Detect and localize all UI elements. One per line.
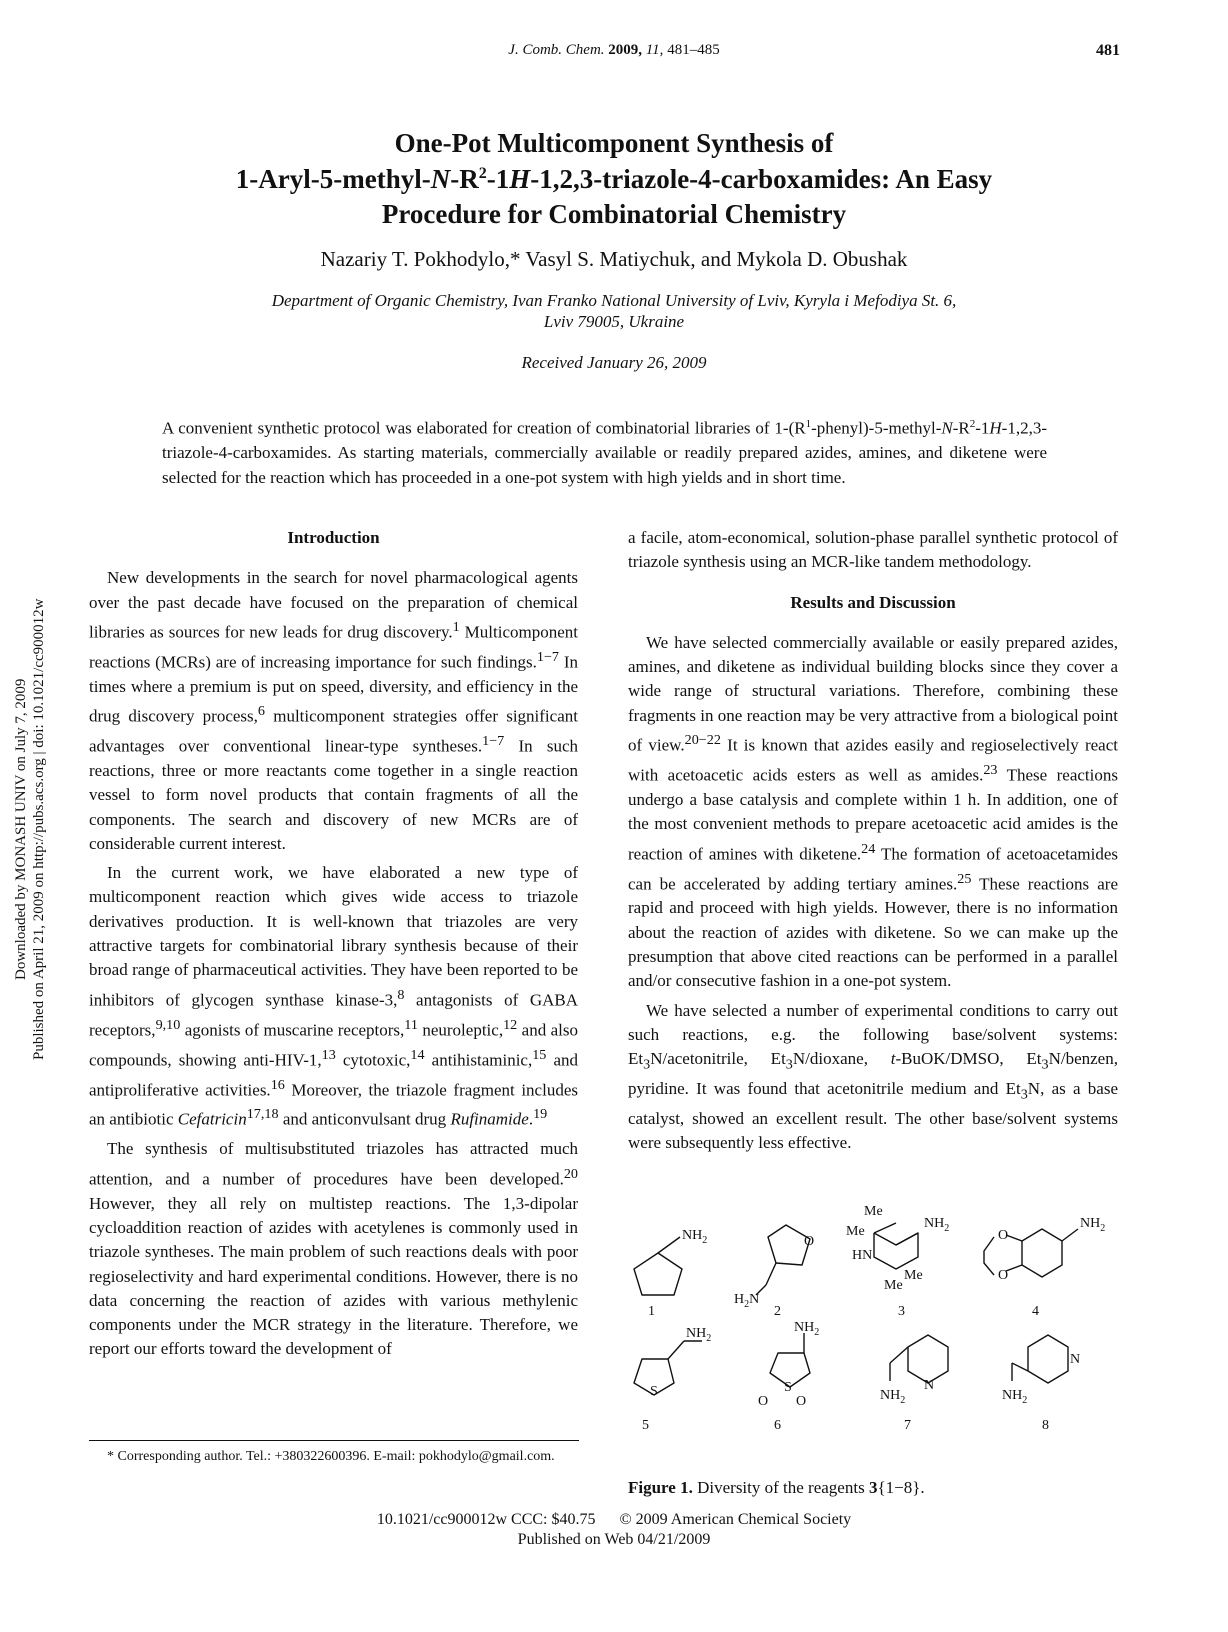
- results-paragraph-1: We have selected commercially available or easily prepared azides, amines, and diketene as individual building blocks since they cover a wide range of structural variations. Therefore, combining these fragments in one reaction may be very attractive from a biological point of view.$^{20-22}$ It is known that azides easily and regioselectively react with acetoacetic acids esters as well as amides.$^{23}$ These reactions undergo a base catalysis and complete within 1 h. In addition, one of the most convenient methods to prepare acetoacetic acid amides is the reaction of amines with diketene.$^{24}$ The formation of acetoacetamides can be accelerated by adding tertiary amines.$^{25}$ These reactions are rapid and proceed with high yields. However, there is no information about the reaction of azides with diketene. So we can make up the presumption that above cited reactions can be performed in a parallel and/or consecutive fashion in a one-pot system.: [628, 632, 1118, 991]
- paper-title: [130, 126, 1098, 233]
- label-2: 2: [774, 1304, 781, 1319]
- svg-text:Me: Me: [846, 1224, 865, 1239]
- svg-text:NH2: $NH_2$: [924, 1216, 950, 1234]
- svg-text:NH2: $NH_2$: [1002, 1388, 1028, 1406]
- intro-paragraph-1: New developments in the search for novel pharmacological agents over the past decade have focused on the preparation of chemical libraries as sources for new leads for drug discovery.$^1$ Multicomponent reactions (MCRs) are of increasing importance for such findings.$^{1-7}$ In times where a premium is put on speed, diversity, and efficiency in the drug discovery process,$^6$ multicomponent strategies offer significant advantages over conventional linear-type syntheses.$^{1-7}$ In such reactions, three or more reactants come together in a single reaction vessel to form novel products that contain fragments of all the components. The search and discovery of new MCRs are of considerable current interest.: [89, 568, 579, 853]
- figure-1-structures: [628, 1204, 1118, 1473]
- right-column: [628, 526, 1118, 1155]
- left-column: [89, 526, 578, 1362]
- download-note-line1: Downloaded by MONASH UNIV on July 7, 2009: [13, 678, 29, 980]
- svg-text:Me: Me: [904, 1268, 923, 1283]
- title-line-1: One-Pot Multicomponent Synthesis of: [394, 128, 834, 158]
- svg-text:NH2: $NH_2$: [794, 1320, 820, 1338]
- title-line-3: Procedure for Combinatorial Chemistry: [381, 199, 847, 230]
- label-1: 1: [648, 1304, 655, 1319]
- molecule-2-thf-methylamine: [734, 1225, 814, 1319]
- molecule-1-cyclopentylamine: [634, 1228, 707, 1319]
- section-heading-introduction: Introduction: [287, 528, 380, 547]
- download-watermark: [6, 20, 47, 1060]
- footer-published: Published on Web 04/21/2009: [517, 1531, 711, 1548]
- intro-paragraph-2: In the current work, we have elaborated a new type of multicomponent reaction which gives wide access to triazole derivatives production. It is well-known that triazoles are very attractive targets for combinatorial library synthesis because of their broad range of pharmaceutical activities. They have been reported to be inhibitors of glycogen synthase kinase-3,$^8$ antagonists of GABA receptors,$^{9,10}$ agonists of muscarine receptors,$^{11}$ neuroleptic,$^{12}$ and also compounds, showing anti-HIV-1,13 cytotoxic,$^{14}$ antihistaminic,$^{15}$ and antiproliferative activities.$^{16}$ Moreover, the triazole fragment includes an antibiotic Cefatricin$^{17,18}$ and anticonvulsant drug Rufinamide.$^{19}$: [89, 863, 579, 1130]
- footer-doi-copyright: [0, 1511, 1228, 1529]
- footer-doi: 10.1021/cc900012w CCC: $40.75: [376, 1511, 596, 1528]
- affiliation: Department of Organic Chemistry, Ivan Franko National University of Lviv, Kyryla i Mefodiya St. 6, Lviv 79005, Ukraine: [271, 291, 957, 332]
- footer-copyright: © 2009 American Chemical Society: [619, 1511, 852, 1528]
- label-4: 4: [1032, 1304, 1039, 1319]
- abstract: A convenient synthetic protocol was elaborated for creation of combinatorial libraries of $1-(R^1-phenyl)-5-methyl-N-R^2-1H-1,2,3-triazole-4$-carboxamides. As starting materials, commercially available or readily prepared azides, amines, and diketene were selected for the reaction which has proceeded in a one-pot system with high yields and in short time.: [162, 418, 1047, 487]
- label-3: 3: [898, 1304, 905, 1319]
- journal-volume: 11,: [645, 42, 664, 58]
- svg-text:Me: Me: [884, 1278, 903, 1293]
- results-paragraph-2: We have selected a number of experimental conditions to carry out such reactions, e.g. the following base/solvent systems: $Et_3N$/acetonitrile, $Et_3N$/dioxane, t-BuOK/DMSO, $Et_3N$/benzen, pyridine. It was found that acetonitrile medium and $Et_3N$, as a base catalyst, showed an excellent result. The other base/solvent systems were subsequently less effective.: [628, 1000, 1118, 1152]
- journal-year: 2009,: [608, 42, 643, 58]
- intro-paragraph-3: The synthesis of multisubstituted triazoles has attracted much attention, and a number of procedures have been developed.$^{20}$ However, they all rely on multistep reactions. The 1,3-dipolar cycloaddition reaction of azides with acetylenes is commonly used in triazole syntheses. The main problem of such reactions deals with poor regioselectivity and hard experimental conditions. However, there is no data concerning the reaction of azides with various methylenic components under the MCR strategy in the literature. Therefore, we report our efforts toward the development of: [89, 1139, 578, 1359]
- molecule-5-thienylethylamine: [634, 1326, 711, 1433]
- molecule-8-pyridin-3-ylmethanamine: [1002, 1335, 1080, 1433]
- svg-text:H2N: $H_2N$: [734, 1292, 760, 1310]
- figure-1-caption: Figure 1. Diversity of the reagents 3{1−8}.: [628, 1478, 925, 1497]
- journal-pages: 481–485: [667, 42, 720, 58]
- journal-citation: [0, 42, 1228, 59]
- page-number: 481: [1096, 42, 1120, 59]
- svg-text:HN: HN: [852, 1248, 873, 1263]
- svg-text:Me: Me: [864, 1204, 883, 1219]
- svg-text:O: O: [998, 1228, 1009, 1243]
- corresponding-author-footnote: * Corresponding author. Tel.: +380322600396. E-mail: pokhodylo@gmail.com.: [107, 1449, 555, 1464]
- svg-text:O: O: [998, 1268, 1009, 1283]
- molecule-6-aminosulfolane: [758, 1320, 819, 1433]
- svg-text:O: O: [804, 1234, 815, 1249]
- molecule-4-benzodioxanamine: [984, 1216, 1105, 1319]
- section-heading-results: Results and Discussion: [790, 592, 956, 612]
- svg-text:S: S: [650, 1384, 658, 1399]
- svg-text:NH2: $NH_2$: [880, 1388, 906, 1406]
- title-line-2: $1-Aryl-5-methyl-N-R^2-1H-1,2,3-triazole-4$-carboxamides: An Easy: [235, 163, 993, 194]
- label-6: 6: [774, 1418, 781, 1433]
- molecule-3-tetramethylpiperidinamine: [846, 1204, 949, 1319]
- journal-name: J. Comb. Chem.: [508, 42, 605, 58]
- footnote-rule: [89, 1440, 579, 1441]
- intro-continuation: a facile, atom-economical, solution-phase parallel synthetic protocol of triazole synthesis using an MCR-like tandem methodology.: [628, 528, 1118, 572]
- label-5: 5: [642, 1418, 649, 1433]
- molecule-7-pyridin-2-ylmethanamine: [880, 1335, 948, 1433]
- svg-text:S: S: [784, 1380, 792, 1395]
- download-note-line2: Published on April 21, 2009 on http://pubs.acs.org | doi: 10.1021/cc900012w: [31, 598, 47, 1060]
- authors: Nazariy T. Pokhodylo,* Vasyl S. Matiychuk, and Mykola D. Obushak: [320, 247, 908, 271]
- svg-text:NH2: $NH_2$: [682, 1228, 708, 1246]
- svg-text:N: N: [1070, 1352, 1081, 1367]
- svg-text:NH2: $NH_2$: [686, 1326, 712, 1344]
- svg-text:NH2: $NH_2$: [1080, 1216, 1106, 1234]
- svg-text:N: N: [924, 1378, 935, 1393]
- received-date: Received January 26, 2009: [521, 353, 707, 372]
- svg-text:O: O: [758, 1394, 769, 1409]
- label-8: 8: [1042, 1418, 1049, 1433]
- svg-text:O: O: [796, 1394, 807, 1409]
- label-7: 7: [904, 1418, 911, 1433]
